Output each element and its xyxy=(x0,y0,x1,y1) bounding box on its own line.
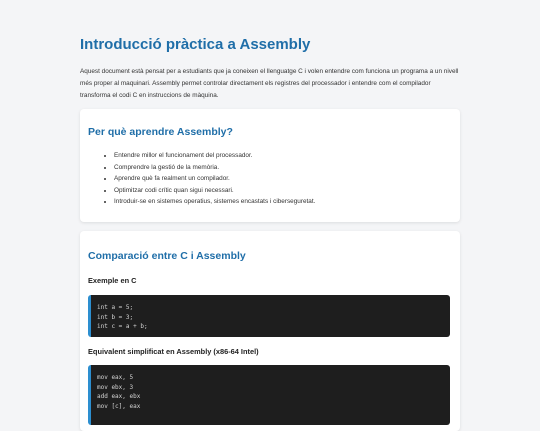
why-heading: Per què aprendre Assembly? xyxy=(88,126,233,138)
comparison-heading: Comparació entre C i Assembly xyxy=(88,250,246,262)
code-line: int c = a + b; xyxy=(97,323,148,330)
page-title: Introducció pràctica a Assembly xyxy=(80,36,311,53)
asm-example-heading: Equivalent simplificat en Assembly (x86-64 Intel) xyxy=(88,347,259,356)
comparison-card xyxy=(80,231,460,431)
code-line: add eax, ebx xyxy=(97,393,141,400)
list-item: • Entendre millor el funcionament del processador. xyxy=(114,150,315,162)
intro-paragraph: Aquest document està pensat per a estudiants que ja coneixen el llenguatge C i volen entendre com funciona un programa a un nivell més proper al maquinari. Assembly permet controlar directament els registres del processador i entendre com el compilador transforma el codi C en instruccions de màquina. xyxy=(80,68,459,99)
code-line: mov ebx, 3 xyxy=(97,383,134,391)
why-assembly-card xyxy=(80,109,460,222)
code-line: int b = 3; xyxy=(97,313,134,321)
code-line: mov [c], eax xyxy=(97,402,141,410)
reasons-list xyxy=(88,150,315,208)
list-item: • Comprendre la gestió de la memòria. xyxy=(114,162,315,174)
list-item: • Optimitzar codi crític quan sigui necessari. xyxy=(114,185,315,197)
c-example-heading: Exemple en C xyxy=(88,276,137,285)
list-item: • Aprendre què fa realment un compilador. xyxy=(114,173,315,185)
asm-code-block xyxy=(88,365,450,425)
c-code-block xyxy=(88,295,450,337)
code-line: int a = 5; xyxy=(97,304,134,311)
code-line: mov eax, 5 xyxy=(97,374,134,381)
list-item: • Introduir-se en sistemes operatius, sistemes encastats i ciberseguretat. xyxy=(114,196,315,208)
